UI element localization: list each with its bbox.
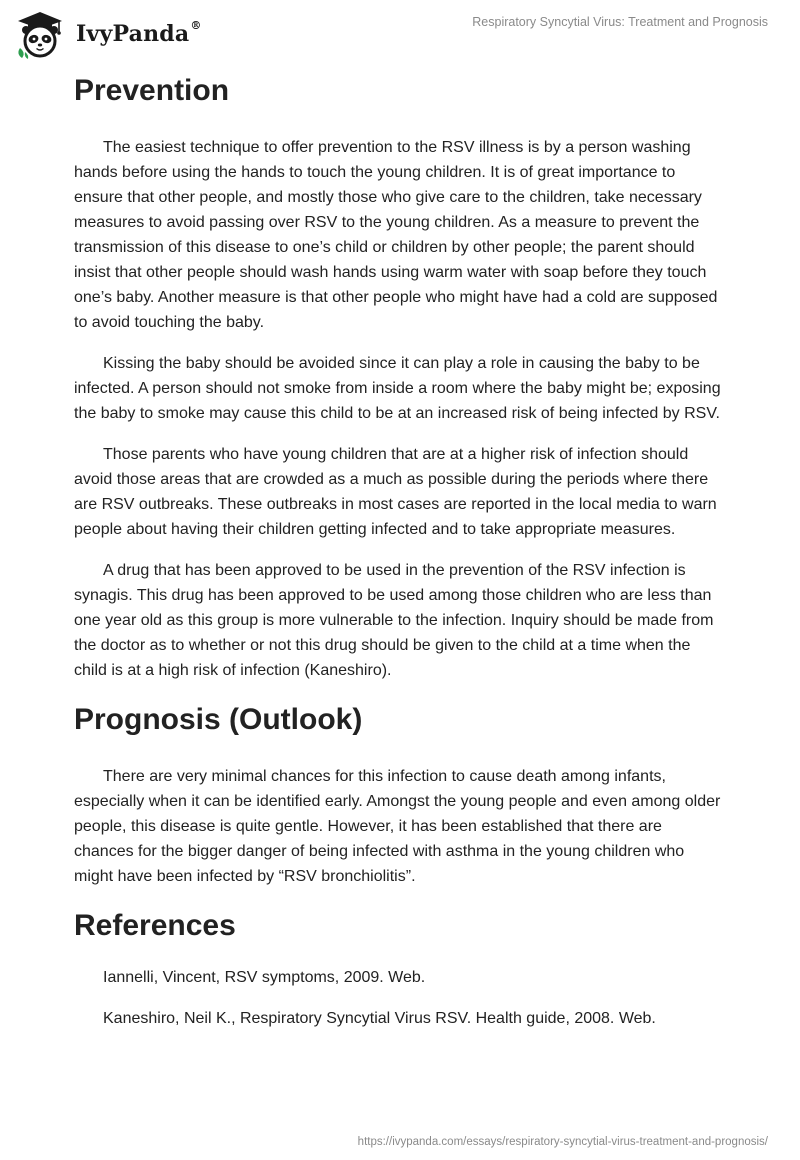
registered-mark: ®	[190, 19, 202, 32]
references-heading: References	[74, 909, 236, 942]
essay-content	[74, 72, 724, 1047]
panda-graduate-icon	[14, 8, 66, 60]
prognosis-paragraph: There are very minimal chances for this infection to cause death among infants, especially when it can be identified early. Amongst the young people and even among older people, this disease is quite gentle. However, it has been established that there are chances for the bigger danger of being infected with asthma in the young children who might have been infected by “RSV bronchiolitis”.	[74, 768, 721, 885]
brand-logo[interactable]	[14, 8, 202, 60]
page-header	[0, 0, 800, 70]
brand-name: IvyPanda®	[76, 19, 202, 47]
prevention-paragraph: Those parents who have young children that are at a higher risk of infection should avoid those areas that are crowded as a much as possible during the periods where there are RSV outbreaks. These outbreaks in most cases are reported in the local media to warn people about having their children getting infected and to take appropriate measures.	[74, 446, 717, 538]
reference-item: Kaneshiro, Neil K., Respiratory Syncytial Virus RSV. Health guide, 2008. Web.	[103, 1010, 656, 1027]
reference-item: Iannelli, Vincent, RSV symptoms, 2009. Web.	[103, 969, 426, 986]
prevention-paragraph: Kissing the baby should be avoided since it can play a role in causing the baby to be infected. A person should not smoke from inside a room where the baby might be; exposing the baby to smoke may cause this child to be at an increased risk of being infected by RSV.	[74, 355, 721, 422]
prevention-heading: Prevention	[74, 74, 230, 107]
prevention-paragraph: The easiest technique to offer prevention to the RSV illness is by a person washing hands before using the hands to touch the young children. It is of great importance to ensure that other people, and mostly those who give care to the children, take necessary measures to avoid passing over RSV to the young children. As a measure to prevent the transmission of this disease to one’s child or children by other people; the parent should insist that other people should wash hands using warm water with soap before they touch one’s baby. Another measure is that other people who might have had a cold are supposed to avoid touching the baby.	[74, 139, 718, 331]
source-url[interactable]: https://ivypanda.com/essays/respiratory-syncytial-virus-treatment-and-prognosis/	[357, 1136, 768, 1148]
prognosis-heading: Prognosis (Outlook)	[74, 703, 363, 736]
prevention-paragraph: A drug that has been approved to be used in the prevention of the RSV infection is synagis. This drug has been approved to be used among those children who are less than one year old as this group is more vulnerable to the infection. Inquiry should be made from the doctor as to whether or not this drug should be given to the child at a time when the child is at a high risk of infection (Kaneshiro).	[74, 562, 714, 679]
document-title: Respiratory Syncytial Virus: Treatment and Prognosis	[472, 15, 768, 29]
references-list	[74, 965, 724, 1031]
